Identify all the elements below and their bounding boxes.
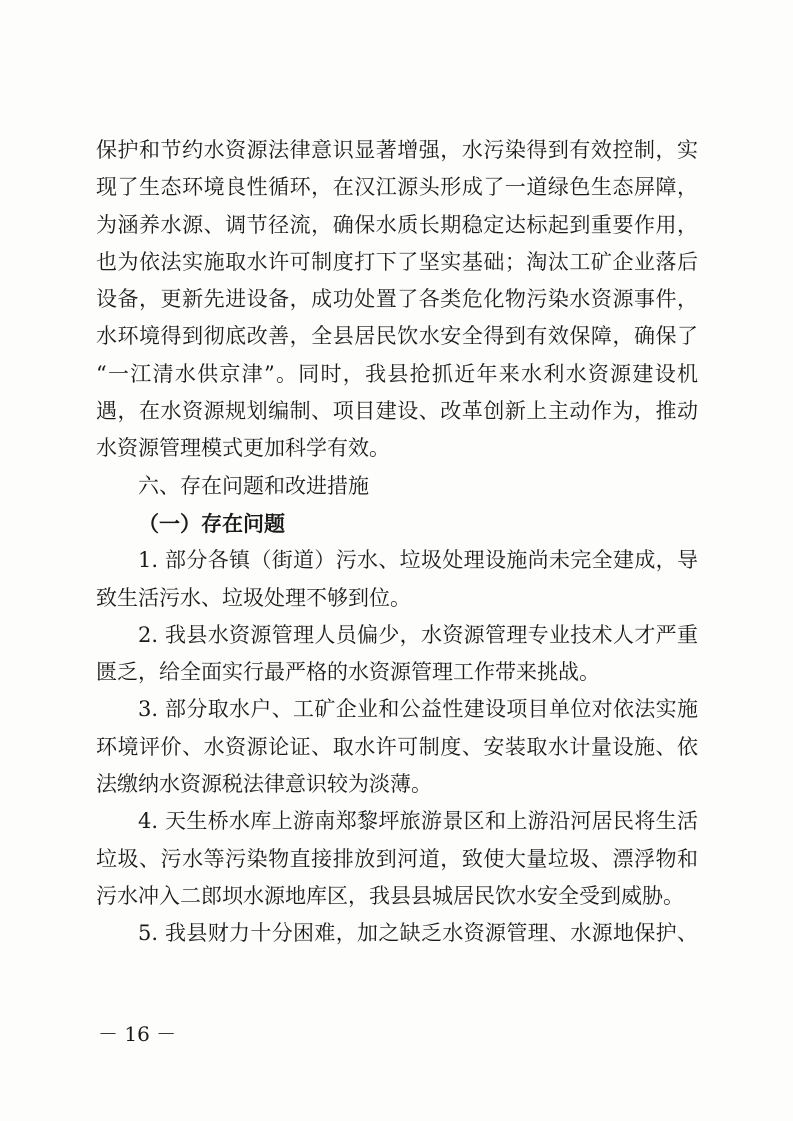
- list-item-line: 法缴纳水资源税法律意识较为淡薄。: [96, 772, 432, 797]
- paragraph-line: 遇，在水资源规划编制、项目建设、改革创新上主动作为，推动: [96, 399, 698, 424]
- paragraph-line: “一江清水供京津”。同时，我县抢抓近年来水利水资源建设机: [96, 361, 698, 386]
- list-item-line: 4. 天生桥水库上游南郑黎坪旅游景区和上游沿河居民将生活: [138, 809, 698, 834]
- paragraph-line: 设备，更新先进设备，成功处置了各类危化物污染水资源事件，: [96, 287, 698, 312]
- list-item-line: 致生活污水、垃圾处理不够到位。: [96, 585, 411, 610]
- list-item-line: 污水冲入二郎坝水源地库区，我县县城居民饮水安全受到威胁。: [96, 883, 684, 908]
- page-body: [96, 132, 698, 953]
- paragraph-line: 保护和节约水资源法律意识显著增强，水污染得到有效控制，实: [96, 138, 698, 162]
- list-item-line: 匮乏，给全面实行最严格的水资源管理工作带来挑战。: [96, 660, 600, 685]
- paragraph-line: 水资源管理模式更加科学有效。: [96, 436, 390, 461]
- list-item-line: 3. 部分取水户、工矿企业和公益性建设项目单位对依法实施: [138, 697, 698, 722]
- subsection-heading: （一）存在问题: [138, 510, 285, 536]
- list-item-line: 垃圾、污水等污染物直接排放到河道，致使大量垃圾、漂浮物和: [96, 846, 698, 871]
- list-item-line: 5. 我县财力十分困难，加之缺乏水资源管理、水源地保护、: [138, 921, 698, 946]
- list-item-line: 2. 我县水资源管理人员偏少，水资源管理专业技术人才严重: [138, 622, 698, 647]
- paragraph-line: 水环境得到彻底改善，全县居民饮水安全得到有效保障，确保了: [96, 324, 698, 349]
- paragraph-line: 为涵养水源、调节径流，确保水质长期稳定达标起到重要作用，: [96, 212, 698, 237]
- list-item-line: 1. 部分各镇（街道）污水、垃圾处理设施尚未完全建成，导: [138, 548, 698, 573]
- section-heading: 六、存在问题和改进措施: [138, 473, 369, 498]
- page-number: － 16 －: [98, 1022, 177, 1046]
- paragraph-line: 也为依法实施取水许可制度打下了坚实基础；淘汰工矿企业落后: [96, 249, 698, 274]
- list-item-line: 环境评价、水资源论证、取水许可制度、安装取水计量设施、依: [96, 734, 698, 759]
- paragraph-line: 现了生态环境良性循环，在汉江源头形成了一道绿色生态屏障，: [96, 175, 698, 200]
